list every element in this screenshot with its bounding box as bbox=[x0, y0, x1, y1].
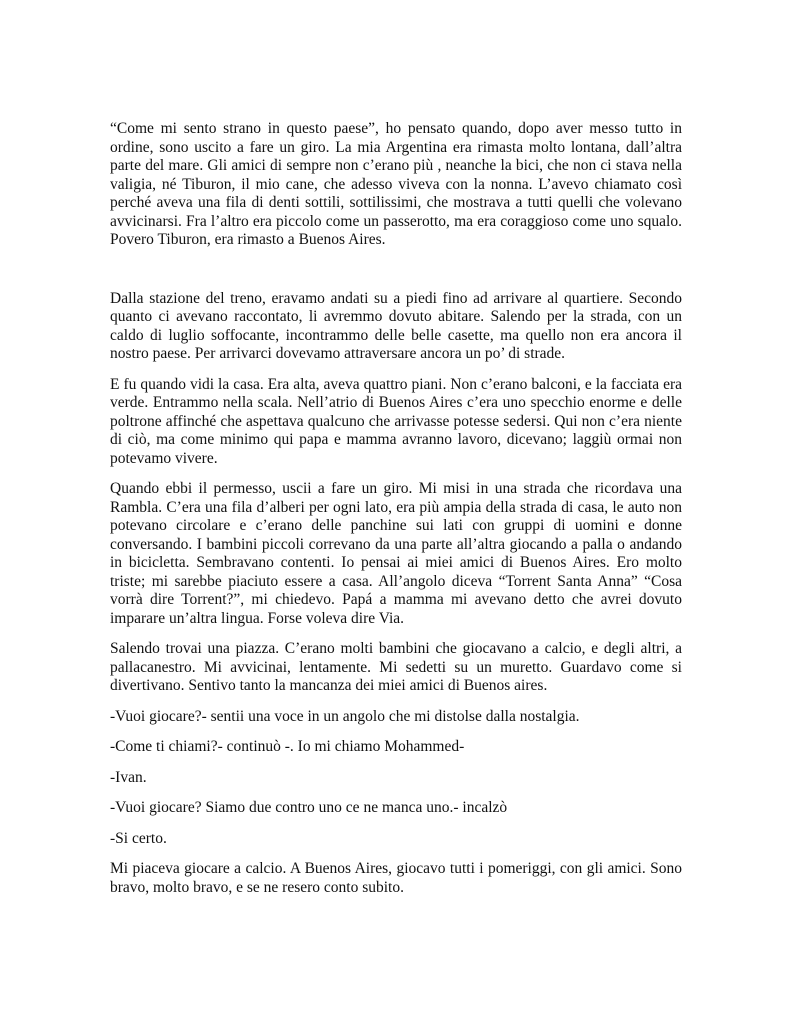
paragraph-6: Mi piaceva giocare a calcio. A Buenos Aires, giocavo tutti i pomeriggi, con gli amici. Sono bravo, molto bravo, e se ne resero conto subito. bbox=[110, 860, 682, 896]
paragraph-4: Quando ebbi il permesso, uscii a fare un giro. Mi misi in una strada che ricordava una Rambla. C’era una fila d’alberi per ogni lato, era più ampia della strada di casa, le auto non potevano circolare e c’erano delle panchine sui lati con gruppi di uomini e donne conversando. I bambini piccoli correvano da una parte all’altra giocando a palla o andando in bicicletta. Sembravano contenti. Io pensai ai miei amici di Buenos Aires. Ero molto triste; mi sarebbe piaciuto essere a casa. All’angolo diceva “Torrent Santa Anna” “Cosa vorrà dire Torrent?”, mi chiedevo. Papá a mamma mi avevano detto che avrei dovuto imparare un’altra lingua. Forse voleva dire Via. bbox=[110, 480, 682, 627]
dialogue-line-1: -Vuoi giocare?- sentii una voce in un angolo che mi distolse dalla nostalgia. bbox=[110, 707, 580, 725]
dialogue-line-5: -Si certo. bbox=[110, 829, 167, 847]
document-page bbox=[110, 120, 682, 897]
dialogue-line-3: -Ivan. bbox=[110, 768, 147, 786]
paragraph-5: Salendo trovai una piazza. C’erano molti bambini che giocavano a calcio, e degli altri, a pallacanestro. Mi avvicinai, lentamente. Mi sedetti su un muretto. Guardavo come si divertivano. Sentivo tanto la mancanza dei miei amici di Buenos aires. bbox=[110, 640, 682, 694]
paragraph-2: Dalla stazione del treno, eravamo andati su a piedi fino ad arrivare al quartiere. Secondo quanto ci avevano raccontato, li avremmo dovuto abitare. Salendo per la strada, con un caldo di luglio soffocante, incontrammo delle belle casette, ma quello non era ancora il nostro paese. Per arrivarci dovevamo attraversare ancora un po’ di strade. bbox=[110, 289, 682, 362]
paragraph-3: E fu quando vidi la casa. Era alta, aveva quattro piani. Non c’erano balconi, e la facciata era verde. Entrammo nella scala. Nell’atrio di Buenos Aires c’era uno specchio enorme e delle poltrone affinché che aspettava qualcuno che arrivasse potesse sedersi. Qui non c’era niente di ciò, ma come minimo qui papa e mamma avranno lavoro, dicevano; laggiù ormai non potevamo vivere. bbox=[110, 375, 682, 467]
dialogue-line-4: -Vuoi giocare? Siamo due contro uno ce ne manca uno.- incalzò bbox=[110, 799, 508, 816]
paragraph-1: “Come mi sento strano in questo paese”, ho pensato quando, dopo aver messo tutto in ordine, sono uscito a fare un giro. La mia Argentina era rimasta molto lontana, dall’altra parte del mare. Gli amici di sempre non c’erano più , neanche la bici, che non ci stava nella valigia, né Tiburon, il mio cane, che adesso viveva con la nonna. L’avevo chiamato così perché aveva una fila di denti sottili, sottilissimi, che mostrava a tutti quelli che volevano avvicinarsi. Fra l’altro era piccolo come un passerotto, ma era coraggioso come uno squalo. Povero Tiburon, era rimasto a Buenos Aires. bbox=[110, 120, 682, 248]
dialogue-line-2: -Come ti chiami?- continuò -. Io mi chiamo Mohammed- bbox=[110, 738, 465, 755]
